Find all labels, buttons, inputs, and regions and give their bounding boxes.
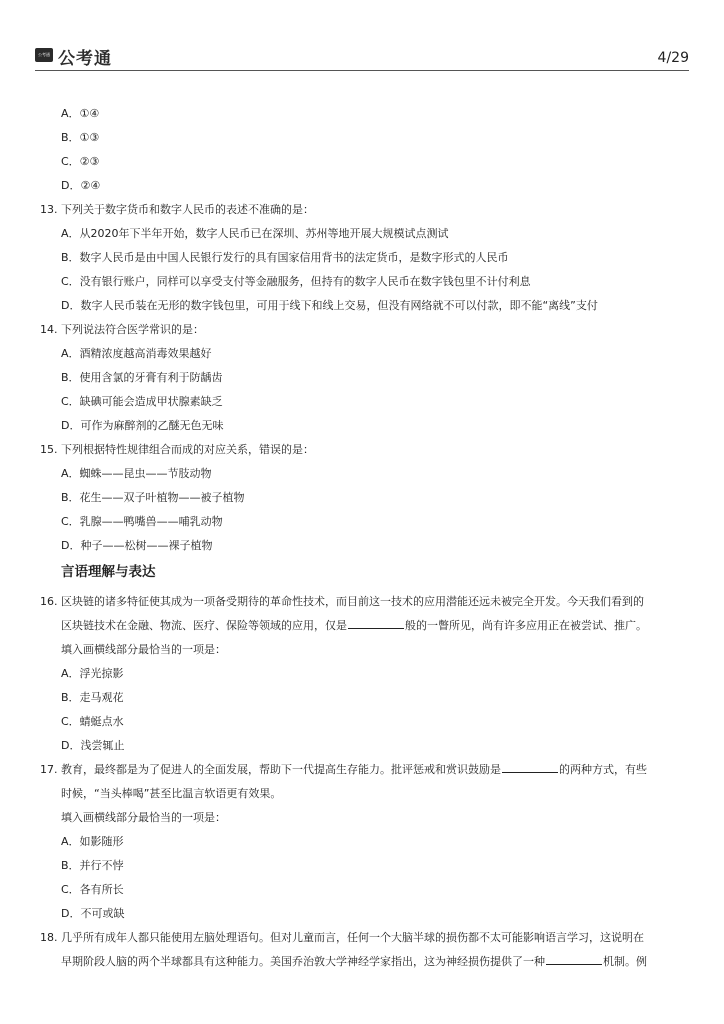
q15-number: 15. (40, 443, 58, 456)
q14-number: 14. (40, 323, 58, 336)
q13-option-d: D．数字人民币装在无形的数字钱包里，可用于线下和线上交易，但没有网络就不可以付款，即不能“离线”支付 (61, 299, 598, 312)
q14-stem-text: 下列说法符合医学常识的是： (61, 323, 204, 336)
q17-prompt: 填入画横线部分最恰当的一项是： (61, 811, 226, 824)
question-content (40, 102, 690, 974)
q16-number: 16. (40, 595, 58, 608)
logo-icon (35, 48, 53, 62)
q15-option-d: D．种子——松树——裸子植物 (61, 539, 213, 552)
q16-fill-blank (348, 616, 404, 629)
q18-line1-text: 几乎所有成年人都只能使用左脑处理语句。但对儿童而言，任何一个大脑半球的损伤都不太可能影响语言学习，这说明在 (61, 931, 644, 944)
q16-option-a: A．浮光掠影 (61, 667, 124, 680)
q17-option-a: A．如影随形 (61, 835, 124, 848)
q18-line2-text-b: 机制。例 (603, 955, 647, 968)
q15-option-c: C．乳腺——鸭嘴兽——哺乳动物 (61, 515, 223, 528)
q12-option-a: A．①④ (61, 107, 100, 120)
q18-stem-line2 (40, 950, 690, 974)
q13-option-a: A．从2020年下半年开始，数字人民币已在深圳、苏州等地开展大规模试点测试 (61, 227, 449, 240)
q13-option-c: C．没有银行账户，同样可以享受支付等金融服务，但持有的数字人民币在数字钱包里不计付利息 (61, 275, 531, 288)
q16-option-c: C．蜻蜓点水 (61, 715, 124, 728)
q17-line1-text-b: 的两种方式，有些 (559, 763, 647, 776)
q16-option-b: B．走马观花 (61, 691, 124, 704)
logo-badge-text: 公考通 (38, 52, 50, 57)
section-heading: 言语理解与表达 (61, 564, 156, 580)
q13-number: 13. (40, 203, 58, 216)
q15-stem (40, 438, 690, 462)
q17-option-b: B．并行不悖 (61, 859, 124, 872)
q16-option-d: D．浅尝辄止 (61, 739, 125, 752)
q16-stem-line2 (40, 614, 690, 638)
q16-line2-text-b: 般的一瞥所见，尚有许多应用正在被尝试、推广。 (405, 619, 647, 632)
q17-option-c: C．各有所长 (61, 883, 124, 896)
q16-line1-text: 区块链的诸多特征使其成为一项备受期待的革命性技术，而目前这一技术的应用潜能还远未被完全开发。今天我们看到的 (61, 595, 644, 608)
q13-option-b: B．数字人民币是由中国人民银行发行的具有国家信用背书的法定货币，是数字形式的人民币 (61, 251, 509, 264)
q17-line1-text-a: 教育，最终都是为了促进人的全面发展，帮助下一代提高生存能力。批评惩戒和赏识鼓励是 (61, 763, 501, 776)
q15-option-a: A．蜘蛛——昆虫——节肢动物 (61, 467, 212, 480)
q13-stem (40, 198, 690, 222)
q18-number: 18. (40, 931, 58, 944)
q17-number: 17. (40, 763, 58, 776)
q14-option-a: A．酒精浓度越高消毒效果越好 (61, 347, 212, 360)
page-number: 4/29 (657, 50, 689, 66)
q12-option-c: C．②③ (61, 155, 100, 168)
q12-option-b: B．①③ (61, 131, 100, 144)
q18-line2-text-a: 早期阶段人脑的两个半球都具有这种能力。美国乔治敦大学神经学家指出，这为神经损伤提供了一种 (61, 955, 545, 968)
q15-stem-text: 下列根据特性规律组合而成的对应关系，错误的是： (61, 443, 314, 456)
q16-line2-text-a: 区块链技术在金融、物流、医疗、保险等领域的应用，仅是 (61, 619, 347, 632)
q14-option-d: D．可作为麻醉剂的乙醚无色无味 (61, 419, 224, 432)
q16-stem-line1 (40, 590, 690, 614)
q17-stem-line1 (40, 758, 690, 782)
brand-name: 公考通 (58, 49, 112, 69)
q13-stem-text: 下列关于数字货币和数字人民币的表述不准确的是： (61, 203, 314, 216)
q15-option-b: B．花生——双子叶植物——被子植物 (61, 491, 245, 504)
q18-fill-blank (546, 952, 602, 965)
q12-option-d: D．②④ (61, 179, 101, 192)
q14-option-c: C．缺碘可能会造成甲状腺素缺乏 (61, 395, 223, 408)
q17-fill-blank (502, 760, 558, 773)
q17-stem-line2: 时候，“当头棒喝”甚至比温言软语更有效果。 (61, 787, 282, 800)
page-header (35, 44, 689, 71)
q18-stem-line1 (40, 926, 690, 950)
q17-option-d: D．不可或缺 (61, 907, 125, 920)
q16-prompt: 填入画横线部分最恰当的一项是： (61, 643, 226, 656)
q14-stem (40, 318, 690, 342)
q14-option-b: B．使用含氯的牙膏有利于防龋齿 (61, 371, 223, 384)
